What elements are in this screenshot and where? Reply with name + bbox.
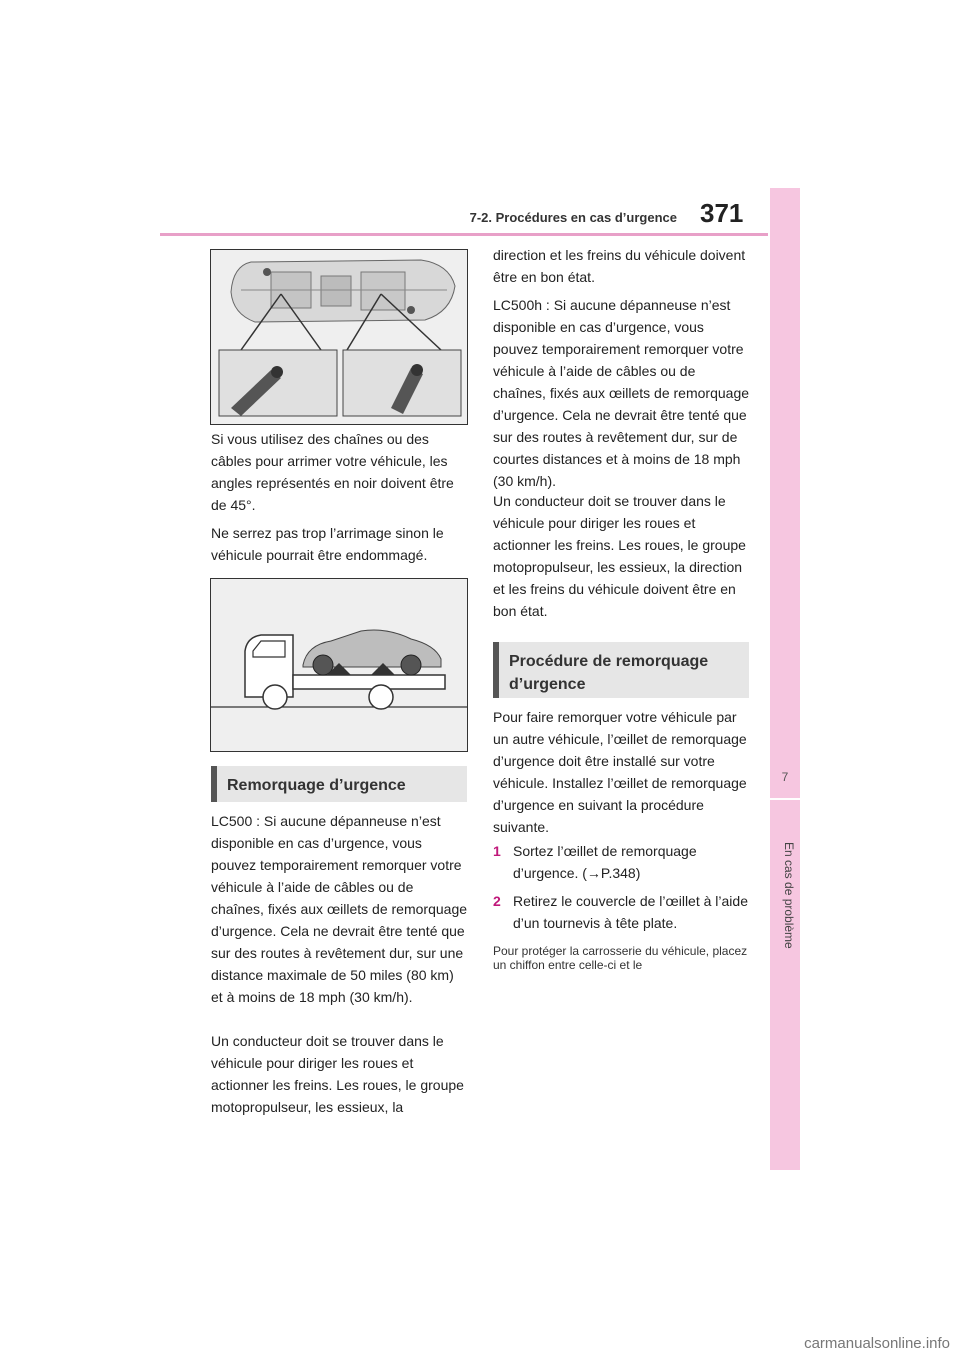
driver-requirement-paragraph-left: Un conducteur doit se trouver dans le véhicule pour diriger les roues et actionner les freins. Les roues, le groupe motopropulseur, les essieux, la (211, 1033, 464, 1115)
vehicle-condition-paragraph: direction et les freins du véhicule doivent être en bon état. (493, 247, 746, 285)
driver-requirement-paragraph-right: Un conducteur doit se trouver dans le véhicule pour diriger les roues et actionner les freins. Les roues, le groupe motopropulseur, les essieux, la direction et les freins du véhicule doivent être en bon état. (493, 493, 746, 619)
section-heading-towing-procedure: Procédure de remorquage d’urgence (493, 642, 749, 698)
chapter-side-tab (770, 188, 800, 1170)
page-number: 371 (700, 198, 744, 228)
underbody-tiedown-figure (210, 249, 468, 425)
step-1-number: 1 (493, 843, 501, 859)
towing-eyelet-intro-paragraph: Pour faire remorquer votre véhicule par un autre véhicule, l’œillet de remorquage d’urgence doit être installé sur votre véhicule. Installez l’œillet de remorquage d’urgence en suivant la procédure suivante. (493, 709, 747, 835)
tiedown-angle-paragraph: Si vous utilisez des chaînes ou des câbles pour arrimer votre véhicule, les angles représentés en noir doivent être de 45°. (211, 431, 454, 513)
lc500h-towing-paragraph: LC500h : Si aucune dépanneuse n’est disponible en cas d’urgence, vous pouvez temporairement remorquer votre véhicule à l’aide de câbles ou de chaînes, fixés aux œillets de remorquage d’urgence. Cela ne devrait être tenté que sur des routes à revêtement dur, sur de courtes distances et à moins de 18 mph (30 km/h). (493, 297, 750, 489)
flatbed-truck-figure (210, 578, 468, 752)
step-2-text: Retirez le couvercle de l’œillet à l’aide d’un tournevis à tête plate. (513, 893, 748, 931)
section-heading-emergency-towing: Remorquage d’urgence (211, 766, 467, 802)
chapter-tab-divider (770, 798, 800, 800)
step-2-number: 2 (493, 893, 501, 909)
chapter-label: En cas de problème (782, 842, 796, 949)
lc500-towing-paragraph: LC500 : Si aucune dépanneuse n’est disponible en cas d’urgence, vous pouvez temporairement remorquer votre véhicule à l’aide de câbles ou de chaînes, fixés aux œillets de remorquage d’urgence. Cela ne devrait être tenté que sur des routes à revêtement dur, sur une distance maximale de 50 miles (80 km) et à moins de 18 mph (30 km/h). (211, 813, 468, 1005)
header-divider (160, 233, 768, 236)
footer-watermark: carmanualsonline.info (804, 1335, 950, 1352)
tiedown-warning-paragraph: Ne serrez pas trop l’arrimage sinon le véhicule pourrait être endommagé. (211, 525, 444, 563)
chapter-number: 7 (781, 770, 789, 784)
section-header: 7-2. Procédures en cas d’urgence (469, 210, 677, 225)
step-1-text: Sortez l’œillet de remorquage d’urgence. (→P.348) (513, 843, 697, 881)
protection-note: Pour protéger la carrosserie du véhicule, placez un chiffon entre celle-ci et le (493, 944, 748, 972)
